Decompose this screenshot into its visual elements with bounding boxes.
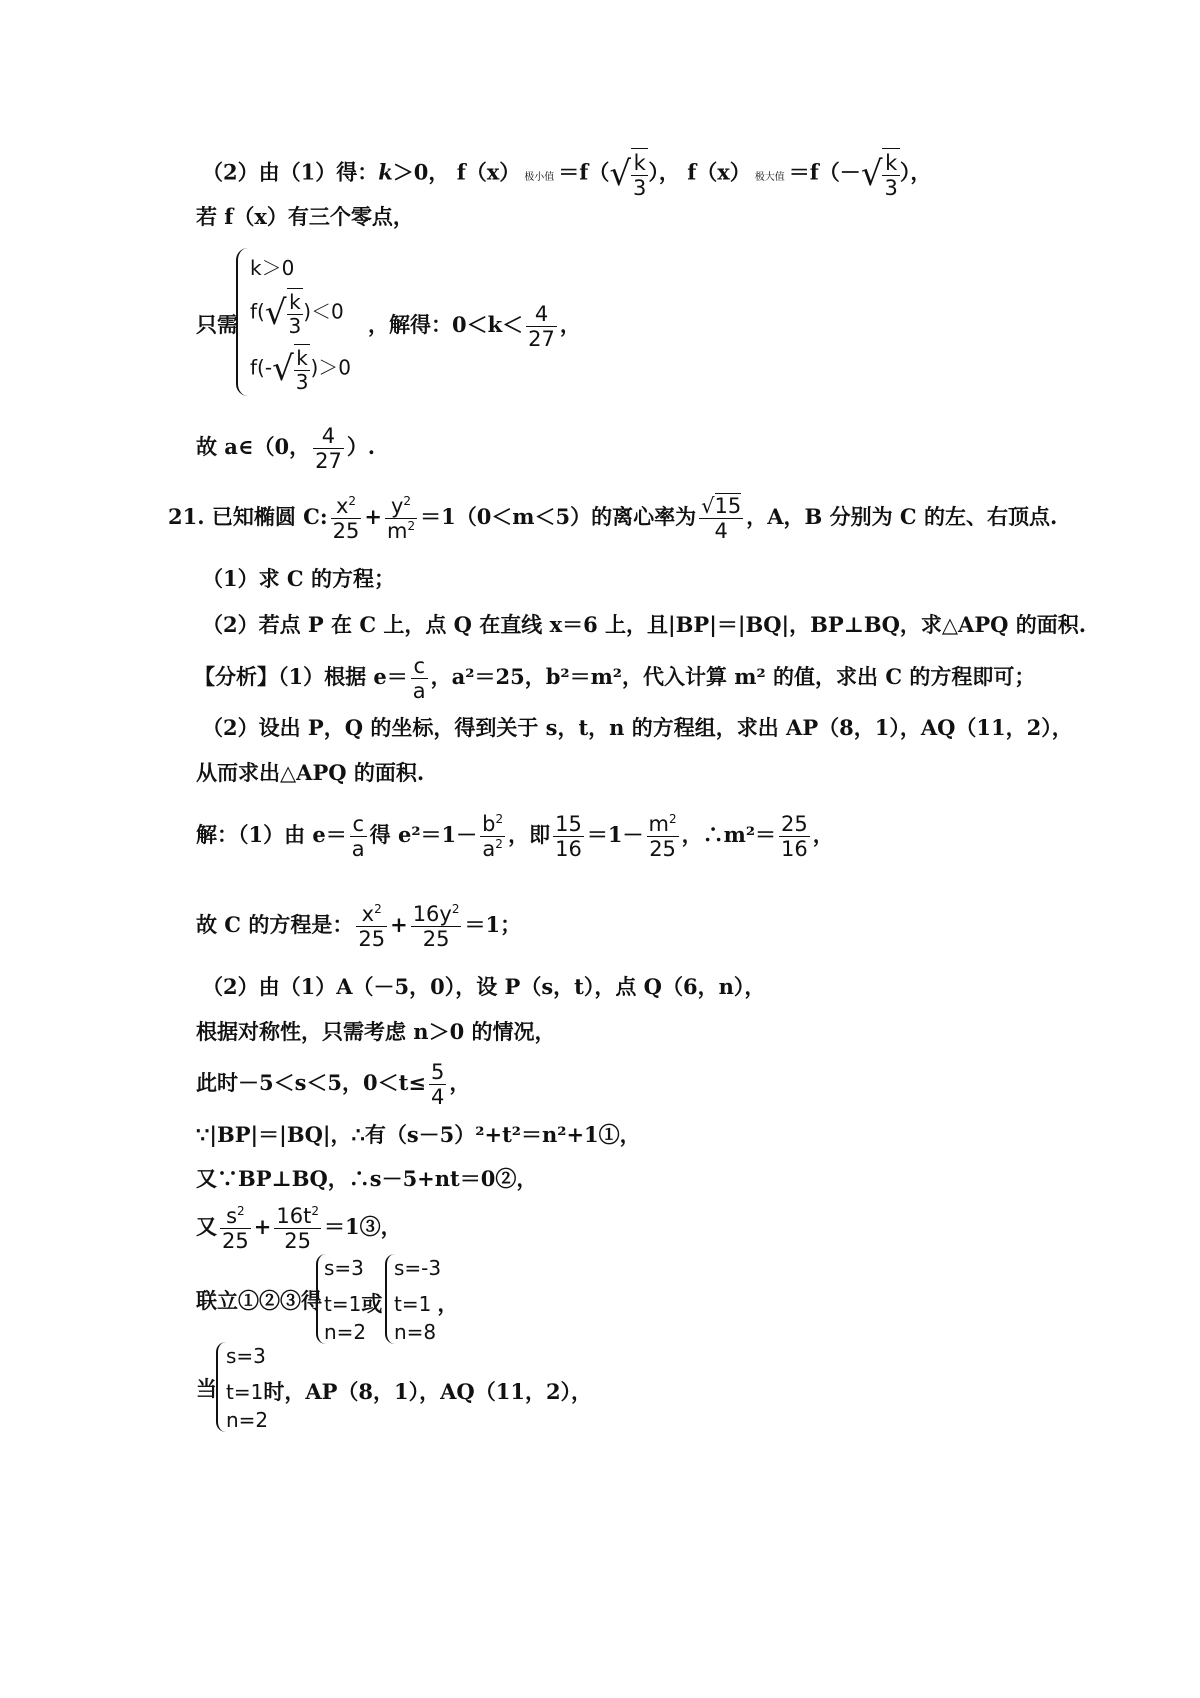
text: 解：（1）由 e＝ (196, 822, 347, 848)
line-three-zeros: 若 f（x）有三个零点， (196, 204, 414, 229)
den: 4 (714, 519, 728, 544)
text: 此时－5＜s＜5，0＜t≤ (196, 1070, 426, 1096)
den: 16 (555, 837, 582, 862)
text: 又 (196, 1214, 217, 1240)
system-a-row-2 (324, 1288, 382, 1318)
system-b-row-2 (394, 1288, 458, 1318)
den: a (412, 679, 426, 704)
num: k (287, 291, 304, 315)
solve-result (368, 302, 581, 351)
text: ，解得：0＜k＜ (368, 312, 524, 338)
system-row-3 (250, 344, 351, 394)
num: x (361, 902, 375, 926)
system-row-1: k＞0 (250, 256, 295, 280)
label-when: 当 (196, 1376, 217, 1401)
den: 25 (422, 927, 450, 952)
den: 25 (649, 837, 676, 862)
label-combine: 联立①②③得 (196, 1288, 322, 1313)
num: 4 (526, 302, 557, 327)
text: t=1 (226, 1380, 264, 1404)
num: y (390, 494, 404, 518)
text: )＞0 (310, 355, 351, 380)
num: c (350, 812, 367, 837)
den: a (482, 837, 496, 862)
fraction-m2-25: $\frac{m^2}{25}$ (648, 812, 677, 862)
den: 25 (222, 1229, 249, 1254)
num: 16t (276, 1204, 312, 1228)
sqrt-k-over-3: √ $\frac{k}{3}$ (264, 290, 302, 338)
line-conclusion-a (196, 424, 375, 473)
text: ， (812, 822, 834, 848)
den: 3 (295, 370, 309, 394)
den: 27 (315, 449, 342, 474)
text: f(- (250, 355, 273, 380)
text: 时，AP（8，1），AQ（11，2）， (263, 1379, 593, 1404)
analysis-2: （2）设出 P，Q 的坐标，得到关于 s，t，n 的方程组，求出 AP（8，1），AQ（11，2）， (202, 715, 1073, 740)
text: f（x） (456, 159, 521, 185)
text: + (253, 1214, 272, 1240)
den: 4 (430, 1085, 445, 1110)
equation-2: 又∵BP⊥BQ，∴s－5+nt＝0②， (196, 1166, 538, 1191)
text: f( (250, 299, 265, 324)
den: 25 (358, 927, 386, 952)
solution-range (196, 1060, 470, 1109)
text: 21. 已知椭圆 C: (168, 504, 328, 530)
sqrt-k-over-3: √ $\frac{k}{3}$ (861, 148, 900, 200)
equation-1: ∵|BP|＝|BQ|，∴有（s－5）²+t²＝n²+1①， (196, 1122, 641, 1147)
text: 故 a∈（0， (196, 434, 311, 460)
question-21-part-1: （1）求 C 的方程； (202, 566, 395, 591)
num: 15 (714, 494, 742, 518)
fraction-16t2-25: $\frac{16t^2}{25}$ (276, 1204, 319, 1254)
den: 3 (884, 176, 898, 201)
system-b-row-3: n=8 (394, 1320, 437, 1344)
den: 3 (633, 176, 647, 201)
text: 【分析】（1）根据 e＝ (194, 664, 408, 690)
text: ＝f（－ (788, 159, 861, 185)
text: ）， (648, 159, 680, 185)
fraction-b2-a2: $\frac{b^2}{a^2}$ (482, 812, 504, 862)
text: （2）由（1）得： (202, 159, 379, 185)
fraction-x2-25: $\frac{x^2}{25}$ (358, 902, 386, 952)
subscript-label: 极小值 (524, 171, 555, 183)
fraction-4-27 (526, 302, 557, 351)
num: 16y (412, 902, 452, 926)
den: 25 (332, 519, 360, 544)
subscript-label: 极大值 (754, 171, 785, 183)
fraction-c-a (411, 654, 428, 703)
fraction-c-a (350, 812, 367, 861)
den: 16 (781, 837, 808, 862)
system-when-row-1: s=3 (226, 1344, 266, 1368)
text: ，A，B 分别为 C 的左、右顶点. (746, 504, 1058, 530)
text: ）. (346, 434, 376, 460)
system-b-row-1: s=-3 (394, 1256, 442, 1280)
system-when-row-2 (226, 1376, 592, 1406)
fraction-16y2-25: $\frac{16y^2}{25}$ (412, 902, 460, 952)
text: ＞0， (392, 159, 450, 185)
num: k (882, 151, 899, 176)
system-when-row-3: n=2 (226, 1408, 269, 1432)
fraction-25-16 (779, 812, 810, 861)
text: ，即 (508, 822, 551, 848)
text: t=1 (324, 1292, 362, 1316)
fraction-sqrt15-4: $\frac{√15}{4}$ (701, 494, 742, 544)
analysis-1 (194, 654, 1035, 703)
den: 27 (528, 327, 555, 352)
text: ＝1； (464, 912, 522, 938)
den: m (386, 519, 408, 544)
solution-equation (196, 902, 521, 951)
num: k (631, 151, 648, 176)
num: x (335, 494, 349, 518)
fraction-y2-m2: $\frac{y^2}{m^2}$ (386, 494, 416, 544)
system-row-2 (250, 288, 344, 338)
den: 3 (288, 314, 302, 338)
text: ＝1－ (586, 822, 644, 848)
den: 25 (284, 1229, 312, 1254)
question-21-part-2: （2）若点 P 在 C 上，点 Q 在直线 x＝6 上，且|BP|＝|BQ|，BP⊥BQ，求△APQ 的面积. (202, 612, 1087, 637)
text: ， (437, 1291, 459, 1316)
text: 故 C 的方程是： (196, 912, 354, 938)
num: 25 (781, 812, 808, 836)
system-a-row-1: s=3 (324, 1256, 364, 1280)
solution-part2-setup: （2）由（1）A（－5，0），设 P（s，t），点 Q（6，n）， (202, 974, 766, 999)
question-21: 21. 已知椭圆 C: $\frac{x^2}{25}$ + $\frac{y^2}{m^2}$ ＝1（0＜m＜5）的离心率为 $\frac{√15}{4}$ ，A，B 分别为 C 的左、右顶点. (168, 494, 1058, 544)
system-a-row-3: n=2 (324, 1320, 367, 1344)
sqrt-k-over-3: √ $\frac{k}{3}$ (609, 148, 648, 200)
text: t=1 (394, 1292, 432, 1316)
text: ＝1（0＜m＜5）的离心率为 (420, 504, 697, 530)
num: m (648, 812, 669, 836)
text: ）， (899, 159, 932, 185)
text: )＜0 (303, 299, 344, 324)
text: ，∴m²＝ (681, 822, 777, 848)
num: s (226, 1204, 238, 1228)
text: ，a²＝25，b²＝m²，代入计算 m² 的值，求出 C 的方程即可； (430, 664, 1036, 690)
num: b (482, 812, 496, 836)
fraction-s2-25: $\frac{s^2}{25}$ (222, 1204, 249, 1254)
solution-symmetry: 根据对称性，只需考虑 n＞0 的情况， (196, 1019, 556, 1044)
text: 或 (361, 1291, 383, 1316)
num: 4 (313, 424, 344, 449)
text: 得 e²＝1－ (369, 822, 478, 848)
text: ＝1③， (323, 1214, 402, 1240)
num: 5 (430, 1060, 445, 1084)
num: k (294, 347, 311, 371)
text: ， (449, 1070, 471, 1096)
num: 15 (555, 812, 582, 836)
system-brace (216, 1342, 226, 1432)
equation-3 (196, 1204, 402, 1253)
fraction-x2-25: $\frac{x^2}{25}$ (332, 494, 360, 544)
solution-1 (196, 812, 834, 861)
system-brace (236, 248, 248, 396)
analysis-3: 从而求出△APQ 的面积. (196, 760, 425, 785)
text: k (378, 159, 393, 185)
fraction-4-27 (313, 424, 344, 473)
sqrt-k-over-3: √ $\frac{k}{3}$ (272, 346, 309, 394)
text: + (390, 912, 408, 938)
fraction-5-4 (429, 1060, 446, 1109)
label-only-need: 只需 (196, 312, 238, 337)
text: ＝f（ (558, 159, 610, 185)
num: c (411, 654, 428, 679)
fraction-15-16 (553, 812, 584, 861)
line-extremum (202, 148, 931, 200)
text: ， (559, 312, 581, 338)
den: a (351, 837, 365, 862)
text: f（x） (687, 159, 751, 185)
